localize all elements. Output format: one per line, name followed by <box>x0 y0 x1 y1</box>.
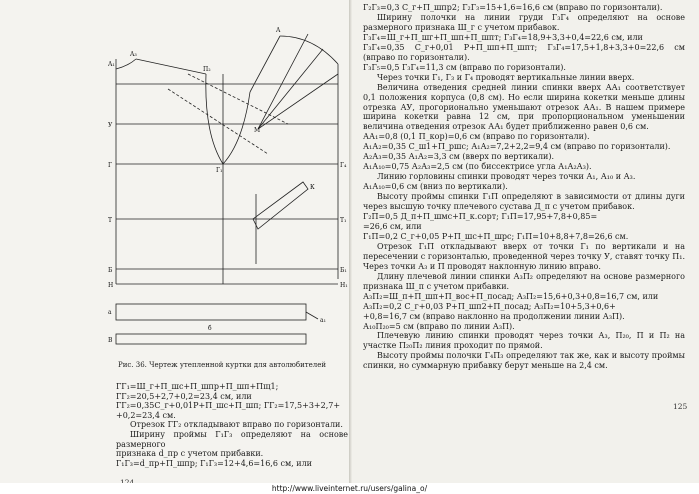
label-strip-b: б <box>208 325 212 332</box>
page-number-right: 125 <box>673 402 688 411</box>
label-a3: A₃ <box>130 51 137 58</box>
paragraph: Высоту проймы спинки Г₁П определяют в зависимости от длины дуги через высшую точку плечевого сустава Д_п с учетом прибавок. <box>363 192 685 212</box>
paragraph: Длину плечевой линии спинки А₃П₂ определяют на основе размерного признака Ш_п с учетом прибавки. <box>363 271 685 291</box>
back-shoulder-line <box>136 59 206 74</box>
paragraph: А₁А₁₀=0,75 А₂А₃=2,5 см (по биссектрисе угла А₁А₂А₃). <box>363 162 592 172</box>
paragraph: +0,8=16,7 см (вправо наклонно на продолжении линии А₃П). <box>363 311 625 321</box>
paragraph: А₁₀П₂₀=5 см (вправо по линии А₃П). <box>363 321 515 331</box>
paragraph: АА₁=0,8 (0,1 П_кор)=0,6 см (вправо по горизонтали). <box>363 132 590 142</box>
label-g1: Г₁ <box>216 167 223 174</box>
source-url-footer: http://www.liveinternet.ru/users/galina_o/ <box>0 483 699 494</box>
formula-line: Г₁Г₃=d_пр+П_шпр; Г₁Г₃=12+4,6=16,6 см, или <box>116 458 313 468</box>
paragraph: Величина отведения средней линии спинки вверх АА₁ соответствует 0,1 положения корпуса (0,8 см). Но если ширина кокетки меньше длины отрезка АУ, прогорионально уменьшают отрезок АА₁. В нашем примере ширина кокетки равна 12 см, при пропорциональном уменьшении величина отведения отрезок АА₁ будет приближенно равен 0,6 см. <box>363 82 685 132</box>
paragraph: А₃П₂=Ш_п+П_шп+П_вос+П_посад; А₃П₂=15,6+0,3+0,8=16,7 см, или <box>363 291 659 301</box>
formula-line: +0,2=23,4 см. <box>116 410 176 420</box>
label-t1: Т₁ <box>340 217 347 224</box>
dart-line-2 <box>258 49 323 129</box>
back-neckline <box>116 59 136 69</box>
paragraph: Г₂Г₃=0,3 С_г+П_шпр2; Г₂Г₃=15+1,6=16,6 см (вправо по горизонтали). <box>363 3 663 12</box>
formula-line: ГГ₂=0,35С_г+0,01Р+П_шс+П_шп; ГГ₂=17,5+3+2,7+ <box>116 401 341 411</box>
construction-dash-2 <box>188 74 288 124</box>
label-m: М <box>254 127 261 134</box>
label-t: Т <box>108 217 113 224</box>
left-text-block <box>116 382 348 468</box>
paragraph: Г₃Г₄=Ш_г+П_шг+П_шп+П_шпт; Г₃Г₄=18,9+3,3+0,4=22,6 см, или <box>363 32 643 42</box>
belt-tip <box>306 312 318 319</box>
label-y: У <box>108 122 113 129</box>
label-strip-a: а <box>108 309 112 316</box>
label-p2: П₂ <box>203 66 211 73</box>
paragraph: Отрезок Г₁П откладывают вверх от точки Г₁ по вертикали и на пересечении с горизонталью, проведенной через точку У, ставят точку П₁. Через точки А₃ и П проводят наклонную линию вправо. <box>363 241 685 271</box>
paragraph: Плечевую линию спинки проводят через точки А₃, П₂₀, П и П₂ на участке П₂₀П₂ линия проходит по прямой. <box>363 331 685 351</box>
construction-dash-1 <box>168 89 268 154</box>
right-page <box>352 0 699 494</box>
dart-line-1 <box>258 34 308 129</box>
label-k: К <box>310 184 315 191</box>
label-a: A <box>276 27 281 34</box>
pattern-drawing <box>108 14 348 364</box>
text-line: Ширину проймы Г₁Г₃ определяют на основе размерного <box>116 429 348 449</box>
figure-caption: Рис. 36. Чертеж утепленной куртки для автолюбителей <box>118 361 327 369</box>
label-strip-v: В <box>108 337 113 344</box>
front-neckline <box>280 36 338 64</box>
label-a1: A₁ <box>108 61 115 68</box>
pocket-flap <box>253 182 308 229</box>
right-text-block <box>363 3 685 371</box>
text-line: Отрезок ГГ₂ откладывают вправо по горизонтали. <box>130 420 343 430</box>
paragraph: Г₁П=0,2 С_г+0,05 Р+П_шс+П_шрс; Г₁П=10+8,8+7,8=26,6 см. <box>363 231 629 241</box>
label-h1: Н₁ <box>340 282 348 289</box>
formula-line: ГГ₁=Ш_г+П_шс+П_шпр+П_шп+Пщ1; ГГ₂=20,5+2,7+0,2=23,4 см, или <box>116 382 279 401</box>
paragraph: Ширину полочки на линии груди Г₃Г₄ определяют на основе размерного признака Ш_г с учетом прибавок. <box>363 12 685 32</box>
text-line: признака d_пр с учетом прибавки. <box>116 449 264 459</box>
paragraph: Через точки Г₁, Г₃ и Г₄ проводят вертикальные линии вверх. <box>377 72 635 82</box>
label-strip-a1: а₁ <box>320 317 326 324</box>
paragraph: =26,6 см, или <box>363 221 422 231</box>
paragraph: А₁А₂=0,35 С_ш1+П_ршс; А₁А₂=7,2+2,2=9,4 см (вправо по горизонтали). <box>363 142 671 152</box>
paragraph: А₁А₁₀=0,6 см (вниз по вертикали). <box>363 182 508 192</box>
paragraph: Высоту проймы полочки Г₄П₃ определяют так же, как и высоту проймы спинки, но суммарную прибавку берут меньше на 2,4 см. <box>363 351 685 371</box>
label-b1: Б₁ <box>340 267 347 274</box>
dart-line-3 <box>258 74 338 129</box>
lower-strip <box>116 334 306 344</box>
paragraph: Г₃Г₄=0,35 С_г+0,01 Р+П_шп+П_шпт; Г₃Г₄=17,5+1,8+3,3+0=22,6 см (вправо по горизонтали). <box>363 42 685 62</box>
label-g: Г <box>108 162 112 169</box>
paragraph: Г₂П=0,5 Д_п+П_шмс+П_к.сорт; Г₁П=17,95+7,8+0,85= <box>363 212 598 222</box>
paragraph: А₃П₂=0,2 С_г+0,03 Р+П_шп2+П_посад; А₃П₂=10+5,3+0,6+ <box>363 301 616 311</box>
label-h: Н <box>108 282 114 289</box>
armhole-curve <box>206 74 250 164</box>
paragraph: Г₃Г₅=0,5 Г₃Г₄=11,3 см (вправо по горизонтали). <box>363 62 566 72</box>
paragraph: А₂А₃=0,35 А₁А₂=3,3 см (вверх по вертикали). <box>363 152 555 162</box>
belt-strip <box>116 304 306 320</box>
label-g4: Г₄ <box>340 162 347 169</box>
paragraph: Линию горловины спинки проводят через точки А₁, А₁₀ и А₃. <box>377 172 636 182</box>
label-b: Б <box>108 267 113 274</box>
